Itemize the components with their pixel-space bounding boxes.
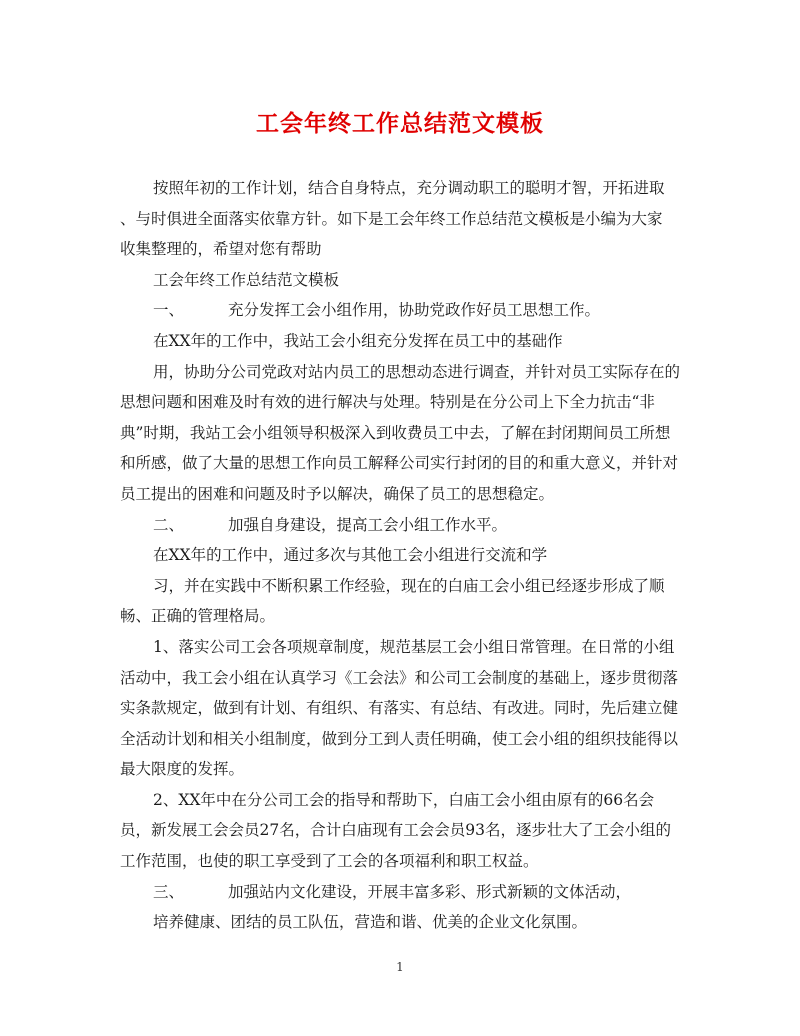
- intro-line-2: 、与时俱进全面落实依靠方针。如下是工会年终工作总结范文模板是小编为大家: [120, 209, 663, 228]
- section-2-number: 二、: [153, 515, 185, 534]
- section-1-number: 一、: [153, 301, 185, 320]
- intro-line-1: 按照年初的工作计划，结合自身特点，充分调动职工的聪明才智，开拓进取: [153, 179, 665, 197]
- section-1-lead: 在XX年的工作中，我站工会小组充分发挥在员工中的基础作: [153, 331, 563, 350]
- section-2-heading-text: 加强自身建设，提高工会小组工作水平。: [228, 515, 508, 534]
- section-2-lead: 在XX年的工作中，通过多次与其他工会小组进行交流和学: [153, 546, 548, 565]
- section-1-heading-text: 充分发挥工会小组作用，协助党政作好员工思想工作。: [228, 301, 601, 320]
- section-2-item-2: 2、XX年中在分公司工会的指导和帮助下，白庙工会小组由原有的66名会员，新发展工会会员27名，合计白庙现有工会会员93名，逐步壮大了工会小组的工作范围，也使的职工享受到了工会的各项福利和职工权益。: [120, 790, 671, 871]
- section-1-heading: [120, 295, 680, 326]
- section-2-item-1: 1、落实公司工会各项规章制度，规范基层工会小组日常管理。在日常的小组活动中，我工会小组在认真学习《工会法》和公司工会制度的基础上，逐步贯彻落实条款规定，做到有计划、有组织、有落实、有总结、有改进。同时，先后建立健全活动计划和相关小组制度，做到分工到人责任明确，使工会小组的组织技能得以最大限度的发挥。: [120, 637, 679, 779]
- intro-line-3: 收集整理的，希望对您有帮助: [120, 240, 322, 259]
- section-3-lead: 培养健康、团结的员工队伍，营造和谐、优美的企业文化氛围。: [153, 913, 588, 932]
- section-3-heading: [120, 877, 680, 908]
- section-1-paragraph: 用，协助分公司党政对站内员工的思想动态进行调查，并针对员工实际存在的思想问题和困难及时有效的进行解决与处理。特别是在分公司上下全力抗击“非典”时期，我站工会小组领导积极深入到收费员工中去，了解在封闭期间员工所想和所感，做了大量的思想工作向员工解释公司实行封闭的目的和重大意义，并针对员工提出的困难和问题及时予以解决，确保了员工的思想稳定。: [120, 362, 681, 503]
- section-3-heading-text: 加强站内文化建设，开展丰富多彩、形式新颖的文体活动，: [228, 882, 632, 901]
- section-2-paragraph: 习，并在实践中不断积累工作经验，现在的白庙工会小组已经逐步形成了顺畅、正确的管理格局。: [120, 576, 665, 626]
- section-2-heading: [120, 510, 680, 541]
- subtitle: 工会年终工作总结范文模板: [153, 270, 340, 289]
- document-body: [120, 173, 680, 938]
- document-title: 工会年终工作总结范文模板: [256, 111, 544, 137]
- page-number: 1: [396, 960, 404, 974]
- section-3-number: 三、: [153, 882, 185, 901]
